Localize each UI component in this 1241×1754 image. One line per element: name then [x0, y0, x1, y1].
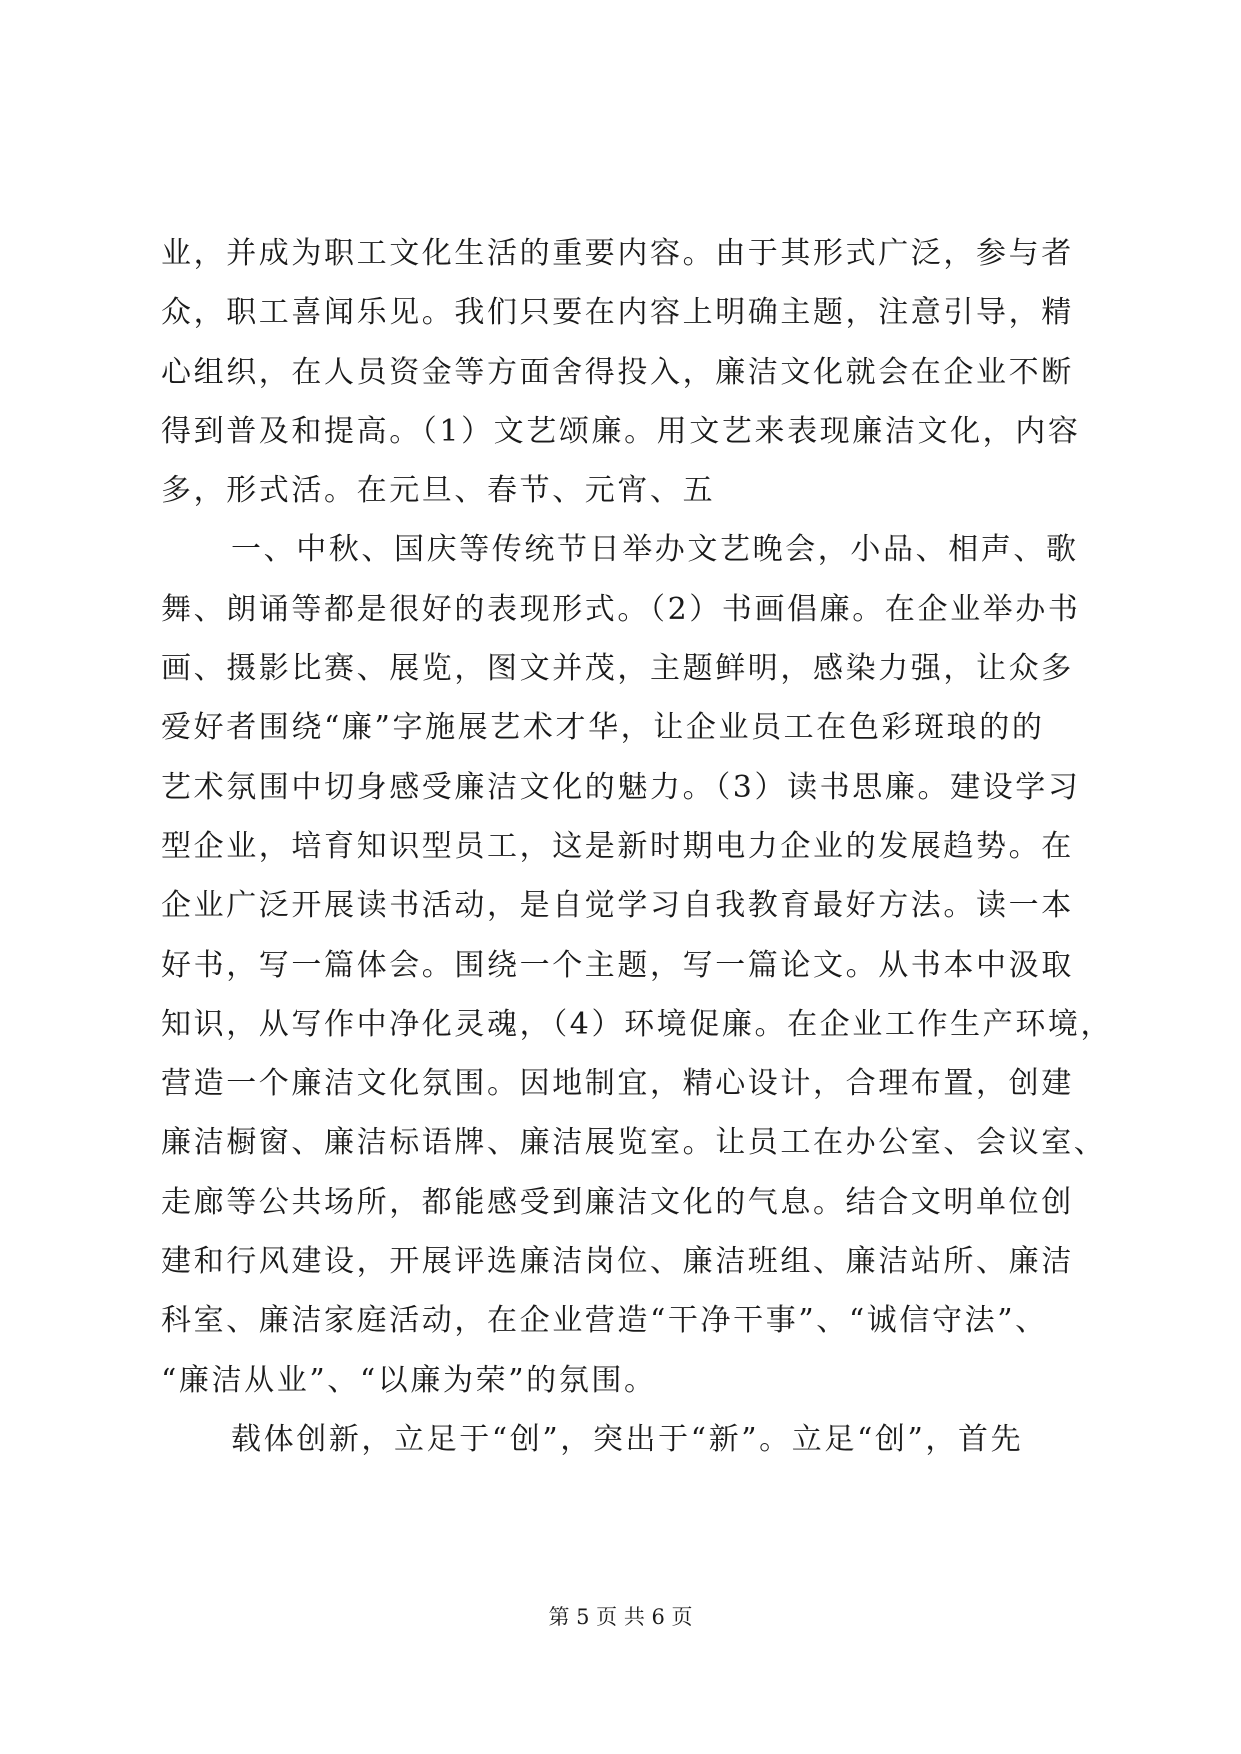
text-line: 画、摄影比赛、展览，图文并茂，主题鲜明，感染力强，让众多 [161, 651, 1074, 687]
text-line: 艺术氛围中切身感受廉洁文化的魅力。（3）读书思廉。建设学习 [161, 769, 1081, 805]
text-line: 众，职工喜闻乐见。我们只要在内容上明确主题，注意引导，精 [161, 295, 1074, 331]
text-line: 得到普及和提高。（1）文艺颂廉。用文艺来表现廉洁文化，内容 [161, 413, 1081, 449]
text-line: 载体创新，立足于“创”，突出于“新”。立足“创”，首先 [231, 1421, 1024, 1457]
document-body [161, 224, 1114, 1469]
text-line: “廉洁从业”、“以廉为荣”的氛围。 [161, 1362, 657, 1398]
text-line: 走廊等公共场所，都能感受到廉洁文化的气息。结合文明单位创 [161, 1184, 1074, 1220]
text-line: 科室、廉洁家庭活动，在企业营造“干净干事”、“诚信守法”、 [161, 1303, 1048, 1339]
text-line: 营造一个廉洁文化氛围。因地制宜，精心设计，合理布置，创建 [161, 1066, 1074, 1102]
text-line: 企业广泛开展读书活动，是自觉学习自我教育最好方法。读一本 [161, 888, 1074, 924]
text-line: 多，形式活。在元旦、春节、元宵、五 [161, 473, 716, 509]
text-line: 廉洁橱窗、廉洁标语牌、廉洁展览室。让员工在办公室、会议室、 [161, 1125, 1107, 1161]
text-line: 舞、朗诵等都是很好的表现形式。（2）书画倡廉。在企业举办书 [161, 591, 1081, 627]
text-line: 一、中秋、国庆等传统节日举办文艺晚会，小品、相声、歌 [231, 532, 1079, 568]
page-footer: 第 5 页 共 6 页 [548, 1605, 693, 1629]
text-line: 型企业，培育知识型员工，这是新时期电力企业的发展趋势。在 [161, 828, 1074, 864]
text-line: 建和行风建设，开展评选廉洁岗位、廉洁班组、廉洁站所、廉洁 [161, 1244, 1074, 1280]
text-line: 爱好者围绕“廉”字施展艺术才华，让企业员工在色彩斑琅的的 [161, 710, 1045, 746]
text-line: 业，并成为职工文化生活的重要内容。由于其形式广泛，参与者 [161, 236, 1074, 271]
text-line: 心组织，在人员资金等方面舍得投入，廉洁文化就会在企业不断 [161, 354, 1074, 390]
text-line: 知识，从写作中净化灵魂，（4）环境促廉。在企业工作生产环境， [161, 1006, 1114, 1042]
text-line: 好书，写一篇体会。围绕一个主题，写一篇论文。从书本中汲取 [161, 947, 1074, 983]
